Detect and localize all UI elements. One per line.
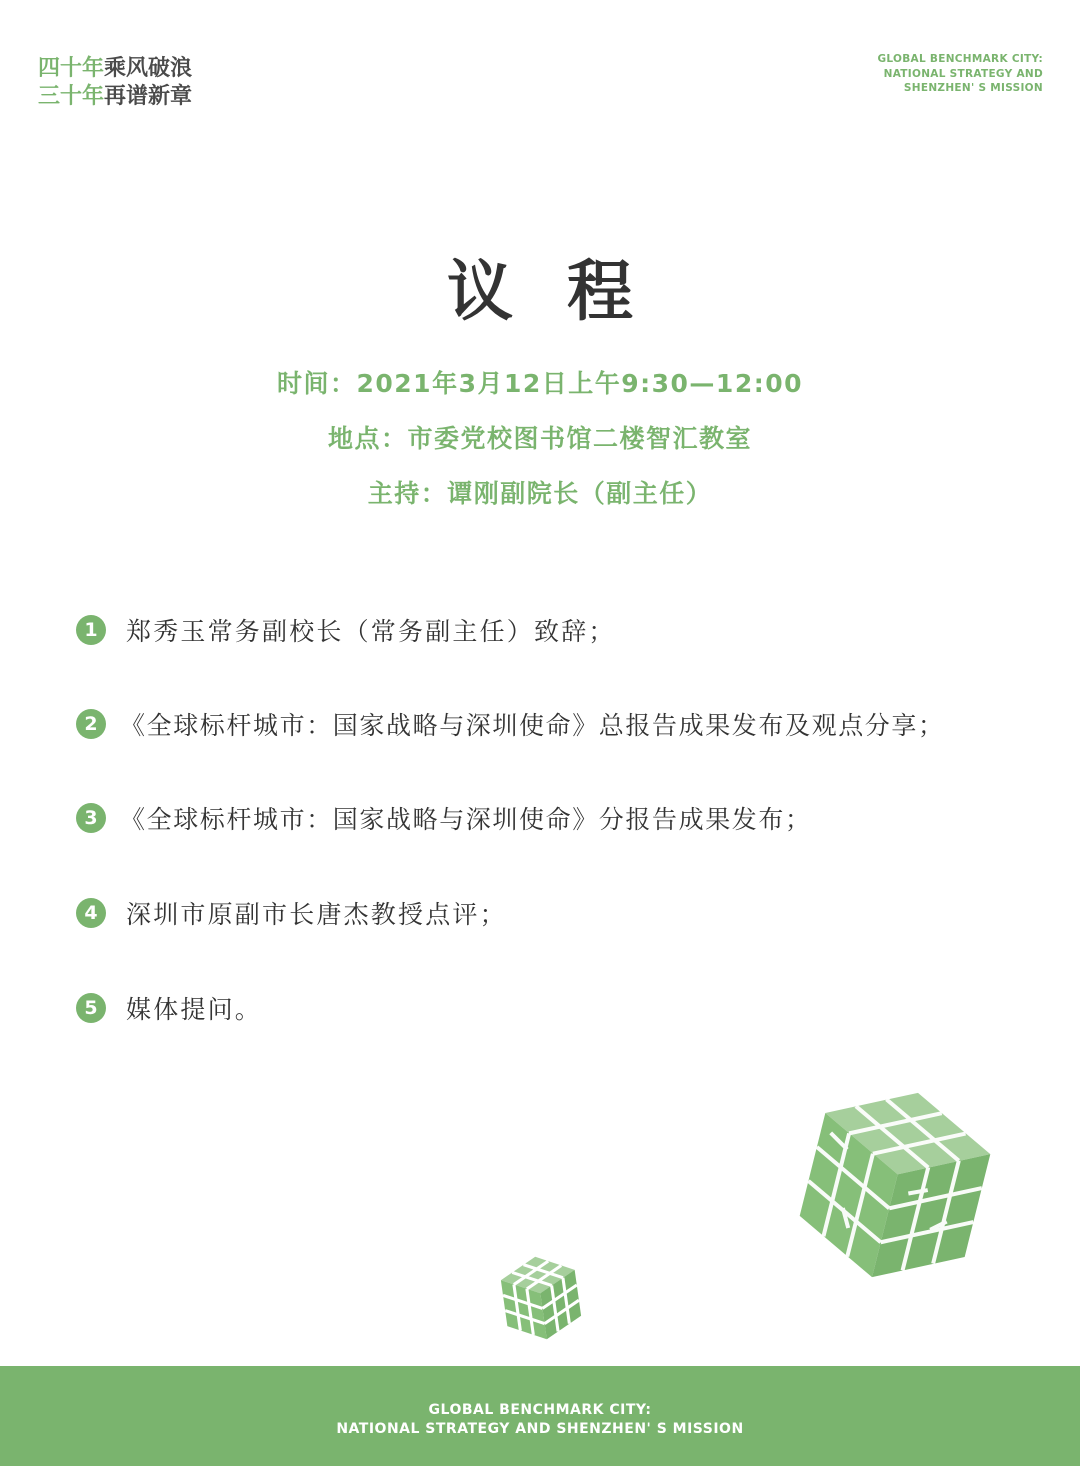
- agenda-item: [76, 798, 812, 838]
- meta-host: 主持：谭刚副院长（副主任）: [367, 479, 713, 508]
- meta-location: 地点：市委党校图书馆二楼智汇教室: [327, 424, 752, 453]
- agenda-item-text: 深圳市原副市长唐杰教授点评；: [126, 900, 507, 929]
- slogan-line-2-green: 三十年: [38, 84, 105, 109]
- agenda-number-badge: 5: [76, 993, 106, 1023]
- agenda-item-text: 《全球标杆城市：国家战略与深圳使命》分报告成果发布；: [120, 805, 812, 834]
- slogan-line-1-dark: 乘风破浪: [104, 56, 193, 81]
- slogan-line-2-dark: 再谱新章: [104, 84, 193, 109]
- footer-line-1: GLOBAL BENCHMARK CITY:: [428, 1402, 652, 1418]
- meta-time: 时间：2021年3月12日上午9:30—12:00: [276, 369, 804, 398]
- page-title: 议程: [447, 252, 687, 330]
- agenda-number-badge: 2: [76, 709, 106, 739]
- agenda-number-badge: 4: [76, 898, 106, 928]
- agenda-number-badge: 1: [76, 615, 106, 645]
- slogan: [38, 55, 192, 111]
- agenda-item-text: 《全球标杆城市：国家战略与深圳使命》总报告成果发布及观点分享；: [120, 711, 945, 740]
- english-subtitle-line: NATIONAL STRATEGY AND: [883, 67, 1043, 80]
- agenda-item-text: 媒体提问。: [126, 995, 263, 1024]
- agenda-item-text: 郑秀玉常务副校长（常务副主任）致辞；: [126, 617, 616, 646]
- agenda-item: [76, 704, 945, 744]
- cube-decoration-small: [495, 1252, 587, 1344]
- footer-line-2: NATIONAL STRATEGY AND SHENZHEN' S MISSION: [336, 1421, 744, 1437]
- agenda-item: [76, 610, 616, 650]
- agenda-item: [76, 893, 507, 933]
- agenda-item: [76, 988, 262, 1028]
- english-subtitle-line: GLOBAL BENCHMARK CITY:: [877, 53, 1043, 65]
- english-subtitle-line: SHENZHEN' S MISSION: [903, 82, 1043, 94]
- footer-band: [0, 1366, 1080, 1466]
- slogan-line-1-green: 四十年: [38, 56, 105, 81]
- agenda-number-badge: 3: [76, 803, 106, 833]
- slogan-line-2: [38, 83, 192, 111]
- slogan-line-1: [38, 55, 192, 83]
- cube-decoration-large: [790, 1080, 1000, 1290]
- english-subtitle: [783, 52, 1043, 96]
